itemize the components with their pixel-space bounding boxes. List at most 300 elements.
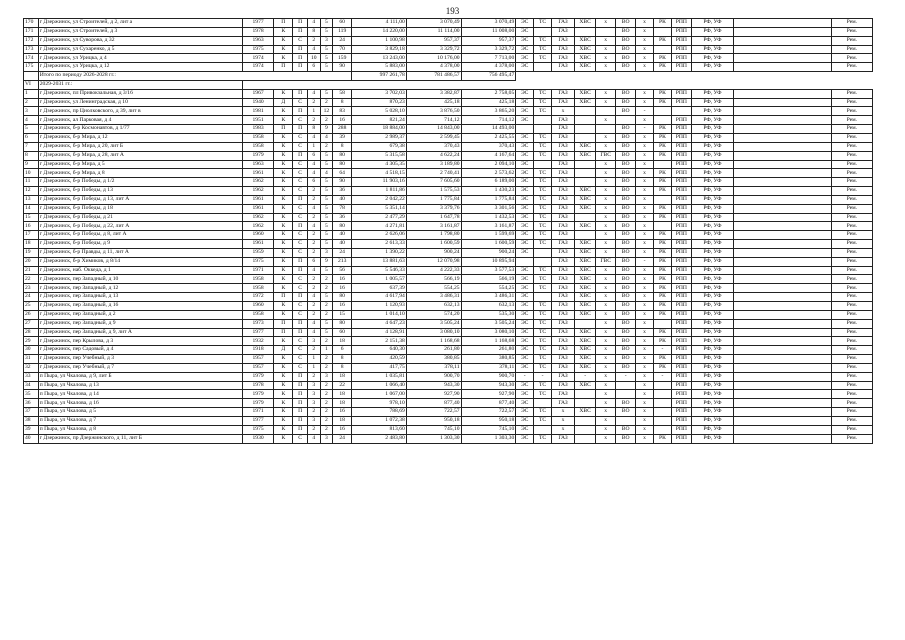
table-cell: К — [274, 116, 293, 125]
table-cell: х — [596, 231, 616, 240]
table-cell: 1961 — [242, 169, 274, 178]
table-cell: 1940 — [242, 98, 274, 107]
table-cell: Рем. — [831, 355, 872, 364]
table-cell: г Дзержинск, ал Парковая, д 4 — [38, 116, 242, 125]
table-cell: 4 617,94 — [352, 293, 407, 302]
table-cell: 927,90 — [406, 390, 461, 399]
table-cell: г Дзержинск, пер Западный, д 16 — [38, 302, 242, 311]
table-cell: ЭС — [516, 151, 534, 160]
table-cell: 1930 — [242, 434, 274, 443]
table-cell: 1 168,68 — [406, 337, 461, 346]
table-cell: ТС — [534, 178, 552, 187]
table-cell: РПП — [671, 355, 691, 364]
table-cell — [733, 231, 831, 240]
table-cell: 40 — [333, 195, 352, 204]
table-cell: 1 035,81 — [352, 372, 407, 381]
table-cell: 3 505,24 — [406, 319, 461, 328]
table-cell: ГАЗ — [552, 195, 575, 204]
table-cell: х — [636, 266, 654, 275]
table-cell: РК — [654, 204, 672, 213]
table-cell: 58 — [333, 89, 352, 98]
table-cell: ТС — [534, 240, 552, 249]
table-cell: 5 315,58 — [352, 151, 407, 160]
table-cell: П — [274, 328, 293, 337]
table-cell: 2 — [320, 302, 333, 311]
table-cell — [552, 72, 575, 81]
table-cell: 2 — [320, 116, 333, 125]
table-cell: х — [636, 355, 654, 364]
table-cell: П — [293, 257, 308, 266]
table-cell — [596, 125, 616, 134]
table-cell: РФ, УФ — [691, 399, 733, 408]
table-cell: Рем. — [831, 133, 872, 142]
table-cell: ЭС — [516, 116, 534, 125]
table-cell: К — [274, 399, 293, 408]
table-cell: ЭС — [516, 302, 534, 311]
table-cell: 2 — [308, 36, 321, 45]
table-cell — [654, 416, 672, 425]
table-cell: 9 — [320, 257, 333, 266]
table-cell: 1 599,69 — [461, 231, 516, 240]
table-cell: - — [616, 372, 636, 381]
table-cell: 24 — [333, 36, 352, 45]
period-total-v2: 781 486,57 — [406, 72, 461, 81]
table-cell — [575, 80, 596, 89]
table-cell: 4 518,15 — [352, 169, 407, 178]
table-cell — [534, 80, 552, 89]
table-cell: РПП — [671, 36, 691, 45]
table-cell: х — [636, 19, 654, 28]
table-cell: Рем. — [831, 36, 872, 45]
table-cell: 2 — [320, 275, 333, 284]
table-cell: 3 080,10 — [461, 328, 516, 337]
table-cell: 3 189,80 — [406, 160, 461, 169]
table-cell: РК — [654, 231, 672, 240]
table-cell: 4 305,35 — [352, 160, 407, 169]
table-cell: 566,19 — [406, 275, 461, 284]
section-label: 2029-2031 гг.: — [38, 80, 242, 89]
table-cell: ГАЗ — [552, 151, 575, 160]
table-cell: х — [636, 381, 654, 390]
table-cell — [733, 293, 831, 302]
table-cell: х — [596, 434, 616, 443]
table-cell — [616, 381, 636, 390]
table-cell: ЭС — [516, 195, 534, 204]
table-cell: х — [636, 399, 654, 408]
table-cell: 38 — [24, 416, 39, 425]
table-cell: РФ, УФ — [691, 266, 733, 275]
table-cell: РФ, УФ — [691, 133, 733, 142]
table-cell: ВО — [616, 355, 636, 364]
table-cell: х — [596, 425, 616, 434]
table-cell: х — [596, 302, 616, 311]
table-cell — [616, 72, 636, 81]
table-cell: 6 — [24, 133, 39, 142]
table-cell: РК — [654, 302, 672, 311]
table-cell — [516, 80, 534, 89]
table-cell: Рем. — [831, 337, 872, 346]
table-cell: х — [596, 240, 616, 249]
table-cell: 1 — [308, 363, 321, 372]
table-cell: ХВС — [575, 266, 596, 275]
table-cell: 3 070,49 — [406, 19, 461, 28]
table-cell: 1 066,40 — [352, 381, 407, 390]
table-cell: 80 — [333, 319, 352, 328]
table-cell: ВО — [616, 98, 636, 107]
table-cell: 950,18 — [461, 416, 516, 425]
table-cell: г Дзержинск, б-р Победы, д 9 — [38, 240, 242, 249]
table-cell: П — [293, 399, 308, 408]
table-cell: ГАЗ — [552, 328, 575, 337]
table-cell: 2 613,33 — [352, 240, 407, 249]
table-cell: х — [636, 63, 654, 72]
table-cell: Рем. — [831, 381, 872, 390]
table-cell: П — [293, 125, 308, 134]
table-row — [24, 434, 873, 443]
table-row — [24, 399, 873, 408]
table-cell: 5 — [320, 151, 333, 160]
table-cell: г Дзержинск, б-р Правды, д 11, лит А — [38, 248, 242, 257]
table-cell: РФ, УФ — [691, 275, 733, 284]
table-cell: 1962 — [242, 187, 274, 196]
table-cell: 5 — [320, 328, 333, 337]
table-cell: 32 — [24, 363, 39, 372]
table-cell: 2 042,22 — [352, 195, 407, 204]
table-cell: 5 — [320, 195, 333, 204]
table-cell — [575, 125, 596, 134]
table-cell: 900,24 — [461, 248, 516, 257]
table-cell: ХВС — [575, 328, 596, 337]
table-cell: г Дзержинск, пер Западный, д 2 — [38, 310, 242, 319]
table-cell: 6 — [308, 151, 321, 160]
table-cell: ГАЗ — [552, 319, 575, 328]
table-cell: х — [636, 434, 654, 443]
table-row — [24, 355, 873, 364]
table-cell: 30 — [24, 346, 39, 355]
table-cell: ВО — [616, 284, 636, 293]
table-cell: 27 — [24, 319, 39, 328]
table-cell: 11 903,16 — [352, 178, 407, 187]
table-cell: 1975 — [242, 45, 274, 54]
table-cell: С — [293, 169, 308, 178]
table-cell: х — [596, 187, 616, 196]
table-cell: 5 — [320, 178, 333, 187]
table-cell: ЭС — [516, 98, 534, 107]
table-cell: П — [293, 107, 308, 116]
table-cell: 425,18 — [461, 98, 516, 107]
table-cell: 3 080,10 — [406, 328, 461, 337]
table-cell: ГАЗ — [552, 169, 575, 178]
table-cell: П — [293, 390, 308, 399]
table-cell: 3 505,24 — [461, 319, 516, 328]
table-cell: РФ, УФ — [691, 151, 733, 160]
table-row — [24, 381, 873, 390]
table-cell: РПП — [671, 19, 691, 28]
table-cell — [654, 399, 672, 408]
table-cell: ЭС — [516, 425, 534, 434]
table-cell: К — [274, 204, 293, 213]
table-cell: 14 843,00 — [406, 125, 461, 134]
table-cell: 1 430,23 — [461, 187, 516, 196]
table-cell: ХВС — [575, 257, 596, 266]
table-cell: 1 — [24, 89, 39, 98]
table-cell: 14 493,00 — [461, 125, 516, 134]
table-cell: ЭС — [516, 36, 534, 45]
table-row — [24, 19, 873, 28]
table-cell — [575, 319, 596, 328]
table-cell: 3 — [308, 399, 321, 408]
table-cell: РФ, УФ — [691, 187, 733, 196]
table-cell: 1 168,68 — [461, 337, 516, 346]
table-cell: ХВС — [575, 310, 596, 319]
table-cell: ТС — [534, 222, 552, 231]
table-cell: Рем. — [831, 293, 872, 302]
table-row — [24, 328, 873, 337]
table-cell: ТС — [534, 107, 552, 116]
table-cell: 13 243,00 — [352, 54, 407, 63]
table-cell: С — [293, 187, 308, 196]
table-cell: 2 425,55 — [461, 133, 516, 142]
table-cell: ХВС — [575, 302, 596, 311]
table-cell: 2 — [308, 248, 321, 257]
table-cell: РК — [654, 337, 672, 346]
table-cell: 1974 — [242, 54, 274, 63]
table-cell: К — [274, 425, 293, 434]
table-cell: 171 — [24, 27, 39, 36]
table-cell: Рем. — [831, 319, 872, 328]
table-cell: К — [274, 36, 293, 45]
table-cell: ХВС — [575, 346, 596, 355]
table-cell: 5 — [320, 319, 333, 328]
table-cell: 23 — [24, 284, 39, 293]
table-cell: х — [596, 178, 616, 187]
table-cell: 3 — [320, 248, 333, 257]
table-cell: С — [293, 240, 308, 249]
table-cell — [733, 151, 831, 160]
table-cell: х — [596, 19, 616, 28]
table-cell: ГАЗ — [552, 363, 575, 372]
period-total-row — [24, 72, 873, 81]
table-cell: П — [293, 372, 308, 381]
table-cell: г Дзержинск, пер Учебный, д 7 — [38, 363, 242, 372]
table-cell: Рем. — [831, 178, 872, 187]
table-cell — [733, 195, 831, 204]
table-cell: 3 301,56 — [461, 204, 516, 213]
table-cell: 13 881,63 — [352, 257, 407, 266]
table-cell: 15 — [24, 213, 39, 222]
table-cell: 4 — [308, 319, 321, 328]
table-cell: ГАЗ — [552, 178, 575, 187]
table-cell: х — [636, 98, 654, 107]
table-cell: ХВС — [575, 275, 596, 284]
table-cell: Рем. — [831, 142, 872, 151]
table-cell: ВО — [616, 151, 636, 160]
table-cell: Рем. — [831, 310, 872, 319]
table-cell: 5 — [320, 27, 333, 36]
table-cell: С — [293, 363, 308, 372]
table-cell: К — [274, 310, 293, 319]
table-cell: 213 — [333, 257, 352, 266]
table-cell: РК — [654, 213, 672, 222]
table-cell: Рем. — [831, 169, 872, 178]
table-cell: ЭС — [516, 416, 534, 425]
table-cell: ТС — [534, 133, 552, 142]
table-cell: 1 647,78 — [406, 213, 461, 222]
table-cell — [461, 80, 516, 89]
table-cell: Рем. — [831, 275, 872, 284]
table-cell — [733, 434, 831, 443]
table-cell: РФ, УФ — [691, 408, 733, 417]
table-cell: Рем. — [831, 195, 872, 204]
table-cell: РФ, УФ — [691, 169, 733, 178]
table-cell: ТС — [534, 302, 552, 311]
table-cell: 2 — [308, 98, 321, 107]
table-cell: РК — [654, 142, 672, 151]
table-cell: х — [636, 240, 654, 249]
table-cell: ГАЗ — [552, 36, 575, 45]
table-cell: 420,59 — [352, 355, 407, 364]
table-cell: 2 — [320, 390, 333, 399]
table-row — [24, 416, 873, 425]
table-cell: 2 — [308, 187, 321, 196]
table-cell: 5 351,14 — [352, 204, 407, 213]
table-cell — [733, 416, 831, 425]
table-cell: РФ, УФ — [691, 425, 733, 434]
table-cell: ТС — [534, 54, 552, 63]
table-cell: ХВС — [575, 381, 596, 390]
table-cell — [333, 80, 352, 89]
table-cell: С — [293, 133, 308, 142]
table-cell — [534, 293, 552, 302]
table-cell: 18 — [333, 372, 352, 381]
table-cell: 2 — [308, 284, 321, 293]
table-cell: К — [274, 89, 293, 98]
table-cell: ТС — [534, 169, 552, 178]
table-cell: 1 575,53 — [406, 187, 461, 196]
table-cell: РФ, УФ — [691, 310, 733, 319]
table-cell: х — [596, 63, 616, 72]
table-cell: 3 329,72 — [461, 45, 516, 54]
table-cell: ГАЗ — [552, 54, 575, 63]
table-cell: К — [274, 302, 293, 311]
section-row — [24, 80, 873, 89]
table-cell — [654, 160, 672, 169]
table-cell: 632,13 — [406, 302, 461, 311]
table-cell: П — [274, 19, 293, 28]
table-cell: РФ, УФ — [691, 319, 733, 328]
table-cell: 5 — [320, 204, 333, 213]
table-cell — [534, 248, 552, 257]
table-cell — [534, 72, 552, 81]
table-cell: 821,24 — [352, 116, 407, 125]
table-cell: ЭС — [516, 390, 534, 399]
table-cell — [308, 80, 321, 89]
table-cell: РК — [654, 98, 672, 107]
table-cell: РК — [654, 240, 672, 249]
table-cell: 119 — [333, 27, 352, 36]
table-cell — [575, 72, 596, 81]
table-cell — [733, 213, 831, 222]
table-cell: 39 — [24, 425, 39, 434]
table-cell: х — [596, 54, 616, 63]
table-cell: 425,18 — [406, 98, 461, 107]
table-cell: С — [293, 434, 308, 443]
table-cell: П — [293, 293, 308, 302]
table-cell — [516, 257, 534, 266]
table-cell: ТС — [534, 19, 552, 28]
table-cell: ТС — [534, 187, 552, 196]
table-cell — [534, 27, 552, 36]
table-cell: РФ, УФ — [691, 337, 733, 346]
table-cell: 22 — [333, 381, 352, 390]
table-cell: РПП — [671, 116, 691, 125]
table-cell: 4 — [308, 293, 321, 302]
table-cell: РПП — [671, 142, 691, 151]
table-cell: 378,11 — [406, 363, 461, 372]
table-cell: х — [596, 275, 616, 284]
table-cell: 535,30 — [461, 310, 516, 319]
table-cell: ТС — [534, 275, 552, 284]
table-cell: 2 758,05 — [461, 89, 516, 98]
table-cell — [320, 80, 333, 89]
table-cell: РФ, УФ — [691, 434, 733, 443]
table-row — [24, 266, 873, 275]
table-cell: 3 161,87 — [461, 222, 516, 231]
table-cell: ВО — [616, 36, 636, 45]
table-cell: Д — [274, 98, 293, 107]
table-cell: РФ, УФ — [691, 222, 733, 231]
table-cell: 714,12 — [406, 116, 461, 125]
table-cell: Рем. — [831, 240, 872, 249]
table-cell: 1975 — [242, 257, 274, 266]
table-cell — [575, 213, 596, 222]
table-cell: 6 — [308, 257, 321, 266]
table-cell: С — [293, 98, 308, 107]
table-cell: 3 329,72 — [406, 45, 461, 54]
table-cell: 978,10 — [352, 399, 407, 408]
table-cell: ЭС — [516, 240, 534, 249]
table-cell: ЭС — [516, 187, 534, 196]
table-cell: РФ, УФ — [691, 125, 733, 134]
table-cell: ХВС — [575, 284, 596, 293]
table-row — [24, 363, 873, 372]
table-cell: ТС — [534, 266, 552, 275]
table-cell: ВО — [616, 302, 636, 311]
table-row — [24, 408, 873, 417]
table-cell: ЭС — [516, 381, 534, 390]
table-cell: К — [274, 408, 293, 417]
table-cell — [733, 222, 831, 231]
table-cell: х — [552, 425, 575, 434]
table-cell: 19 — [24, 248, 39, 257]
table-cell: С — [293, 248, 308, 257]
table-cell: 943,30 — [406, 381, 461, 390]
table-cell: 4 378,00 — [406, 63, 461, 72]
table-cell: Рем. — [831, 160, 872, 169]
table-row — [24, 425, 873, 434]
table-cell: ВО — [616, 399, 636, 408]
table-cell: 1 432,53 — [461, 213, 516, 222]
table-cell — [733, 248, 831, 257]
table-cell: РПП — [671, 45, 691, 54]
table-cell — [654, 45, 672, 54]
table-cell: 20 — [24, 257, 39, 266]
table-cell: 4 — [308, 19, 321, 28]
table-cell: ЭС — [516, 169, 534, 178]
table-cell: К — [274, 434, 293, 443]
table-row — [24, 63, 873, 72]
table-cell: П — [274, 63, 293, 72]
